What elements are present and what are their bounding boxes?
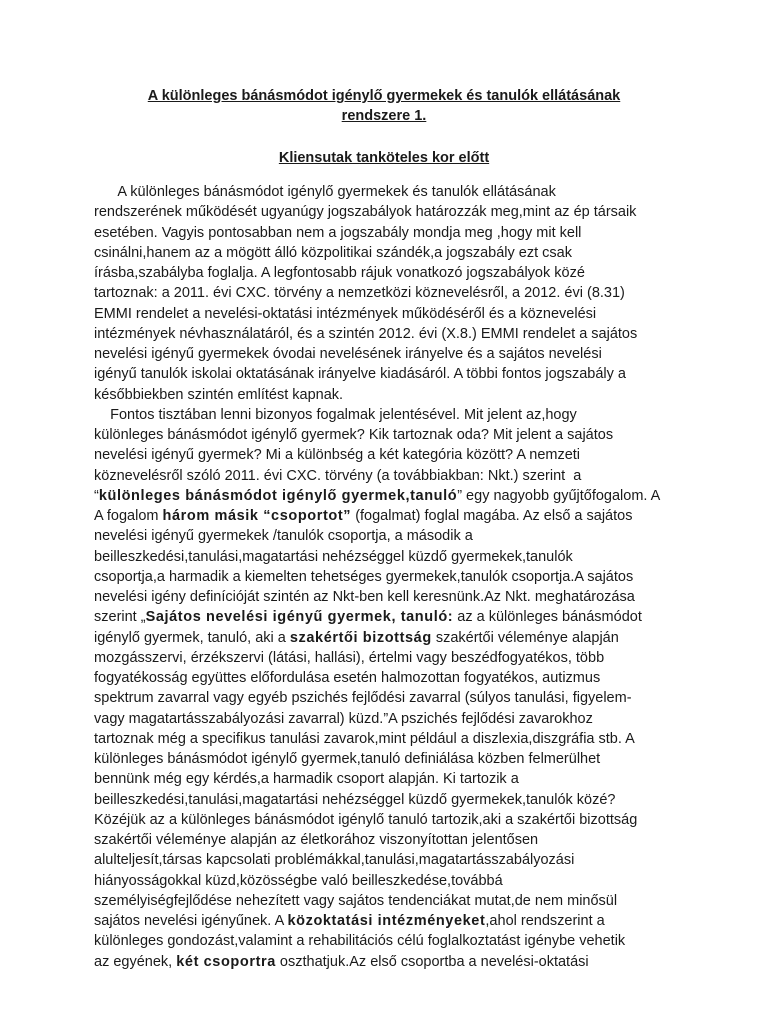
body-text-line: nevelési igényű gyermekek óvodai nevelésének irányelve és a sajátos nevelési [94, 346, 602, 362]
body-text-segment: az egyének, [94, 953, 177, 970]
body-text-line: Közéjük az a különleges bánásmódot igénylő tanuló tartozik,aki a szakértői bizottság [94, 811, 638, 828]
body-text-line: csoportja,a harmadik a kiemelten tehetséges gyermekek,tanulók csoportja.A sajátos [94, 568, 634, 585]
body-text-line: alulteljesít,társas kapcsolati problémákkal,tanulási,magatartásszabályozási [94, 852, 575, 869]
bold-term: két csoportra [176, 953, 276, 970]
body-text-line: nevelési igényű gyermek? Mi a különbség a két kategória között? A nemzeti [94, 447, 581, 464]
body-text-line: esetében. Vagyis pontosabban nem a jogszabály mondja meg ,hogy mit kell [94, 224, 582, 241]
body-text-line: szakértői véleménye alapján az életkorához viszonyítottan jelentősen [94, 832, 539, 848]
body-text-line: beilleszkedési,tanulási,magatartási nehézséggel küzdő gyermekek,tanulók közé? [94, 791, 616, 808]
body-text-segment: sajátos nevelési igényűnek. A [94, 913, 288, 929]
body-text-segment: ” egy nagyobb gyűjtőfogalom. A [457, 487, 661, 504]
body-text-line: nevelési igény definícióját szintén az Nkt-ben kell keresnünk.Az Nkt. meghatározása [94, 589, 635, 605]
body-text-line: tartoznak: a 2011. évi CXC. törvény a nemzetközi köznevelésről, a 2012. évi (8.31) [94, 285, 625, 302]
bold-term: három másik “csoportot” [162, 508, 352, 524]
body-text-line: A különleges bánásmódot igénylő gyermekek és tanulók ellátásának [94, 184, 556, 200]
body-text-line [94, 952, 714, 972]
body-text-line: különleges gondozást,valamint a rehabilitációs célú foglalkoztatást igénybe vehetik [94, 933, 626, 950]
body-text-line: beilleszkedési,tanulási,magatartási nehézséggel küzdő gyermekek,tanulók [94, 548, 573, 565]
body-text-segment: ,ahol rendszerint a [485, 913, 605, 929]
bold-term: Sajátos nevelési igényű gyermek, tanuló: [145, 609, 454, 626]
body-text-line: tartoznak még a specifikus tanulási zavarok,mint például a diszlexia,diszgráfia stb. A [94, 730, 635, 747]
body-text-segment: oszthatjuk.Az első csoportba a nevelési-oktatási [275, 953, 589, 970]
body-text-line: EMMI rendelet a nevelési-oktatási intézmények működéséről és a köznevelési [94, 305, 597, 322]
body-text-line: írásba,szabályba foglalja. A legfontosabb rájuk vonatkozó jogszabályok közé [94, 265, 585, 281]
body-text-line: igényű tanulók iskolai oktatásának irányelve kiadásáról. A többi fontos jogszabály a [94, 366, 626, 383]
body-text-line: személyiségfejlődése nehezített vagy sajátos tendenciákat mutat,de nem minősül [94, 892, 618, 909]
body-text-line [94, 628, 714, 648]
body-text-line: intézmények névhasználatáról, és a szintén 2012. évi (X.8.) EMMI rendelet a sajátos [94, 325, 638, 342]
body-text-line: Fontos tisztában lenni bizonyos fogalmak jelentésével. Mit jelent az,hogy [94, 406, 577, 423]
body-text-segment: “ [94, 487, 99, 504]
body-text-line: rendszerének működését ugyanúgy jogszabályok határozzák meg,mint az ép társaik [94, 204, 637, 221]
body-text-line: vagy magatartásszabályozási zavarral) küzd.”A pszichés fejlődési zavarokhoz [94, 710, 593, 727]
body-text-segment: szakértői véleménye alapján [431, 629, 619, 646]
document-title-line-1: A különleges bánásmódot igénylő gyermekek és tanulók ellátásának [147, 88, 621, 104]
body-text-segment: az a különleges bánásmódot [453, 609, 642, 626]
bold-term: közoktatási intézményeket [287, 913, 486, 929]
body-text-segment: igénylő gyermek, tanuló, aki a [94, 629, 290, 646]
body-text-line [94, 506, 714, 526]
body-text-line [94, 486, 714, 506]
body-text-line: későbbiekben szintén említést kapnak. [94, 386, 344, 403]
body-text-line: különleges bánásmódot igénylő gyermek,tanuló definiálása közben felmerülhet [94, 751, 601, 767]
document-body [94, 182, 714, 972]
body-text-line: spektrum zavarral vagy egyéb pszichés fejlődési zavarral (súlyos tanulási, figyelem- [94, 690, 632, 707]
body-text-line: bennünk még egy kérdés,a harmadik csoport alapján. Ki tartozik a [94, 771, 519, 788]
bold-term: szakértői bizottság [289, 629, 432, 646]
body-text-line: fogyatékosság együttes előfordulása esetén halmozottan fogyatékos, autizmus [94, 670, 601, 686]
bold-term: különleges bánásmódot igénylő gyermek,tanuló [98, 487, 458, 504]
body-text-line: mozgásszervi, érzékszervi (látási, hallási), értelmi vagy beszédfogyatékos, több [94, 649, 605, 666]
body-text-line [94, 607, 714, 627]
body-text-line: különleges bánásmódot igénylő gyermek? Kik tartoznak oda? Mit jelent a sajátos [94, 427, 614, 443]
body-text-line [94, 911, 714, 931]
body-text-line: csinálni,hanem az a mögött álló közpolitikai szándék,a jogszabály ezt csak [94, 244, 572, 261]
body-text-segment: A fogalom [94, 508, 163, 524]
document-title-line-2: rendszere 1. [341, 108, 427, 124]
body-text-line: nevelési igényű gyermekek /tanulók csoportja, a második a [94, 528, 473, 545]
body-text-segment: (fogalmat) foglal magába. Az első a sajátos [351, 508, 633, 524]
body-text-segment: szerint „ [94, 609, 146, 626]
body-text-line: hiányosságokkal küzd,közösségbe való beilleszkedése,továbbá [94, 872, 503, 889]
section-heading: Kliensutak tanköteles kor előtt [278, 150, 490, 166]
body-text-line: köznevelésről szóló 2011. évi CXC. törvény (a továbbiakban: Nkt.) szerint a [94, 467, 582, 484]
